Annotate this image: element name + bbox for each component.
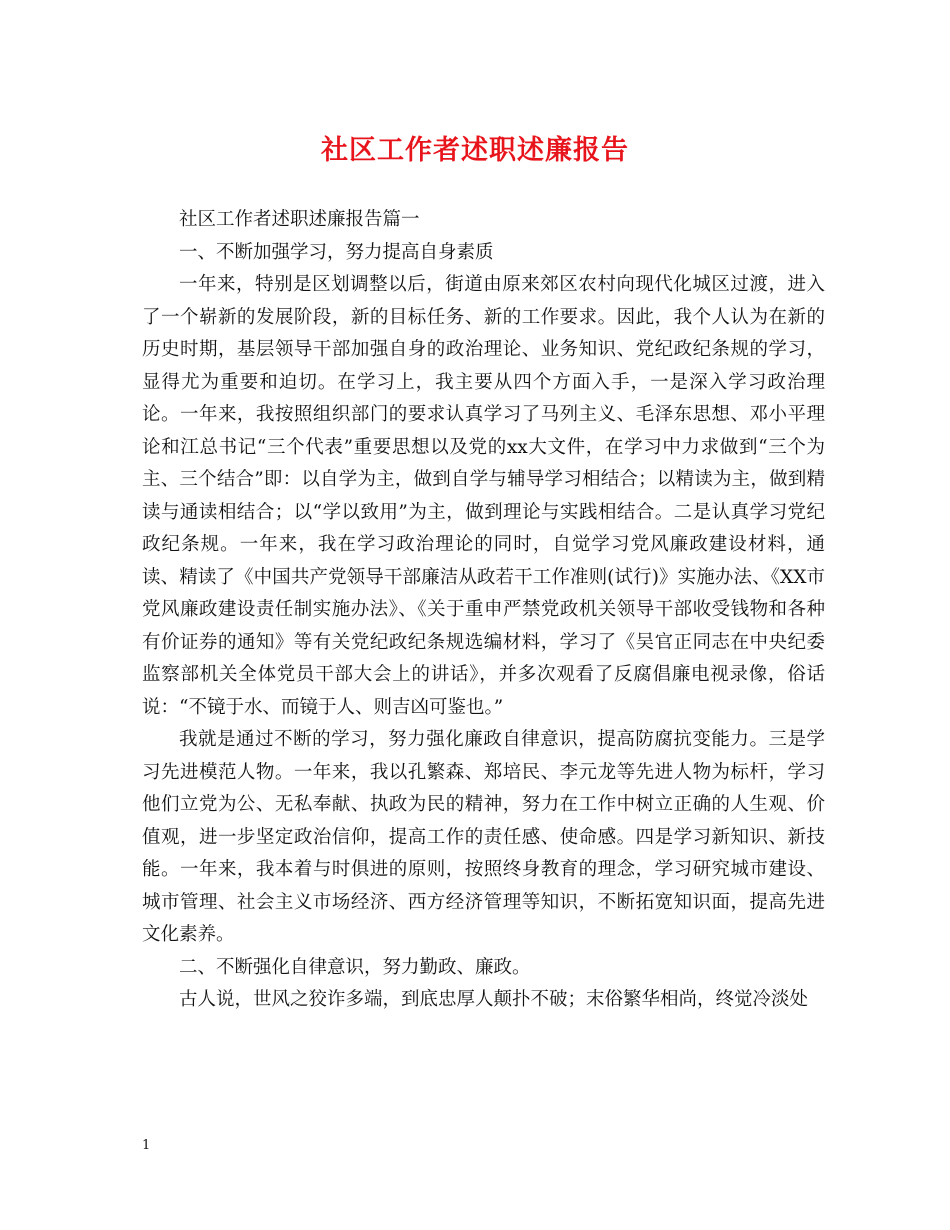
- subsection-heading: 二、不断强化自律意识，努力勤政、廉政。: [179, 956, 531, 978]
- body-paragraph: 古人说，世风之狡诈多端，到底忠厚人颠扑不破；末俗繁华相尚，终觉冷淡处: [179, 989, 809, 1010]
- document-body: [142, 204, 825, 1017]
- body-paragraph: 我就是通过不断的学习，努力强化廉政自律意识，提高防腐抗变能力。三是学习先进模范人物。一年来，我以孔繁森、郑培民、李元龙等先进人物为标杆，学习他们立党为公、无私奉献、执政为民的精神，努力在工作中树立正确的人生观、价值观，进一步坚定政治信仰，提高工作的责任感、使命感。四是学习新知识、新技能。一年来，我本着与时俱进的原则，按照终身教育的理念，学习研究城市建设、城市管理、社会主义市场经济、西方经济管理等知识，不断拓宽知识面，提高先进文化素养。: [142, 729, 825, 945]
- document-title: 社区工作者述职述廉报告: [321, 135, 629, 166]
- body-paragraph: 一年来，特别是区划调整以后，街道由原来郊区农村向现代化城区过渡，进入了一个崭新的发展阶段，新的目标任务、新的工作要求。因此，我个人认为在新的历史时期，基层领导干部加强自身的政治理论、业务知识、党纪政纪条规的学习，显得尤为重要和迫切。在学习上，我主要从四个方面入手，一是深入学习政治理论。一年来，我按照组织部门的要求认真学习了马列主义、毛泽东思想、邓小平理论和江总书记“三个代表”重要思想以及党的xx大文件，在学习中力求做到“三个为主、三个结合”即：以自学为主，做到自学与辅导学习相结合；以精读为主，做到精读与通读相结合；以“学以致用”为主，做到理论与实践相结合。二是认真学习党纪政纪条规。一年来，我在学习政治理论的同时，自觉学习党风廉政建设材料，通读、精读了《中国共产党领导干部廉洁从政若干工作准则(试行)》实施办法、《XX市党风廉政建设责任制实施办法》、《关于重申严禁党政机关领导干部收受钱物和各种有价证券的通知》等有关党纪政纪条规选编材料，学习了《吴官正同志在中央纪委监察部机关全体党员干部大会上的讲话》，并多次观看了反腐倡廉电视录像，俗话说：“不镜于水、而镜于人、则吉凶可鉴也。”: [142, 274, 825, 718]
- section-heading: 社区工作者述职述廉报告篇一: [179, 209, 420, 230]
- page-number: 1: [142, 1138, 151, 1153]
- subsection-heading: 一、不断加强学习，努力提高自身素质: [179, 241, 494, 263]
